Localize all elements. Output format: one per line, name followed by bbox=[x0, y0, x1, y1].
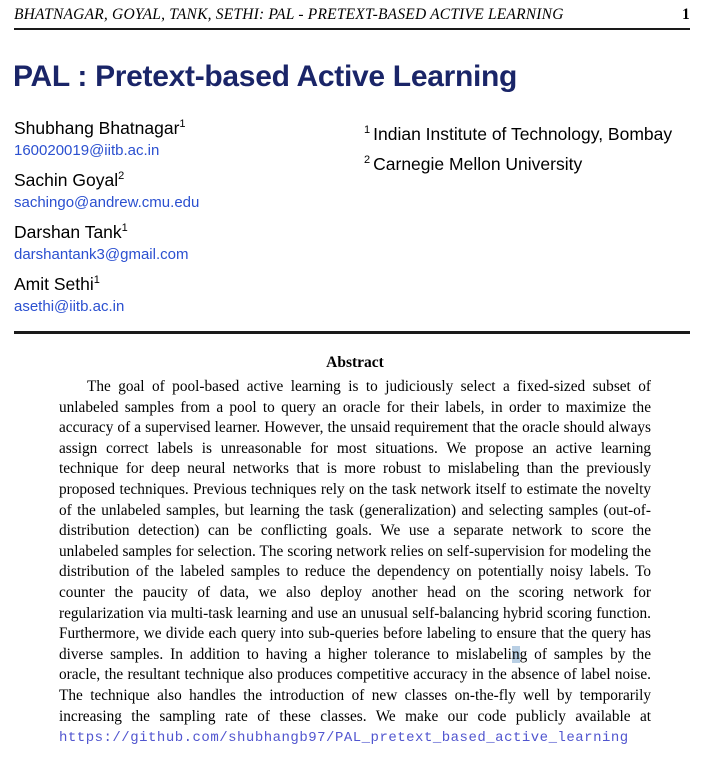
author-block bbox=[14, 273, 354, 318]
author-name: Darshan Tank$^1$ bbox=[14, 222, 128, 242]
affiliation-mark: 1 bbox=[364, 124, 371, 137]
page-number: 1 bbox=[682, 6, 690, 23]
header-rule bbox=[14, 28, 690, 30]
author-email-link[interactable]: darshantank3@gmail.com bbox=[14, 246, 189, 263]
author-block bbox=[14, 169, 354, 214]
affiliation-mark: 1 bbox=[93, 274, 100, 287]
affiliation-list bbox=[364, 119, 694, 179]
affiliation-mark: 1 bbox=[121, 222, 128, 235]
paper-title: PAL : Pretext-based Active Learning bbox=[13, 60, 518, 93]
running-head bbox=[14, 6, 690, 24]
affiliation: $^2$ Carnegie Mellon University bbox=[364, 154, 583, 174]
running-head-title: BHATNAGAR, GOYAL, TANK, SETHI: PAL - PRETEXT-BASED ACTIVE LEARNING bbox=[14, 6, 564, 23]
author-list bbox=[14, 117, 354, 325]
author-email-link[interactable]: sachingo@andrew.cmu.edu bbox=[14, 194, 200, 211]
search-highlight: n bbox=[511, 645, 520, 663]
author-block bbox=[14, 117, 354, 162]
affiliation: $^1$ Indian Institute of Technology, Bombay bbox=[364, 124, 673, 144]
affiliation-mark: 1 bbox=[179, 118, 186, 131]
code-repository-link[interactable]: https://github.com/shubhangb97/PAL_pretext_based_active_learning bbox=[59, 730, 629, 747]
author-email-link[interactable]: asethi@iitb.ac.in bbox=[14, 298, 125, 315]
author-name: Sachin Goyal$^2$ bbox=[14, 170, 125, 190]
abstract-body-part2: g of samples by the oracle, the resultant technique also produces competitive accuracy in the absence of label noise. The technique also handles the introduction of new classes on-the-fly well by temporarily increasing the sampling rate of these classes. We make our code publicly available at bbox=[59, 645, 651, 725]
author-name: Amit Sethi$^1$ bbox=[14, 274, 100, 294]
abstract-rule bbox=[14, 331, 690, 334]
abstract-text bbox=[59, 377, 651, 749]
abstract-heading: Abstract bbox=[326, 354, 384, 371]
author-block bbox=[14, 221, 354, 266]
affiliation-mark: 2 bbox=[118, 170, 125, 183]
affiliation-mark: 2 bbox=[364, 154, 371, 167]
abstract-body-part1: The goal of pool-based active learning is to judiciously select a fixed-sized subset of unlabeled samples from a pool to query an oracle for their labels, in order to maximize the accuracy of a supervised learner. However, the unsaid requirement that the oracle should always assign correct labels is unreasonable for most situations. We propose an active learning technique for deep neural networks that is more robust to mislabeling than the previously proposed techniques. Previous techniques rely on the task network itself to estimate the novelty of the unlabeled samples, but learning the task (generalization) and selecting samples (out-of-distribution detection) can be conflicting goals. We use a separate network to score the unlabeled samples for selection. The scoring network relies on self-supervision for modeling the distribution of the labeled samples to reduce the dependency on potentially noisy labels. To counter the paucity of data, we also deploy another head on the scoring network for regularization via multi-task learning and use an unusual self-balancing hybrid scoring function. Furthermore, we divide each query into sub-queries before labeling to ensure that the query has diverse samples. In addition to having a higher tolerance to mislabeli bbox=[59, 378, 651, 663]
author-name: Shubhang Bhatnagar$^1$ bbox=[14, 118, 186, 138]
author-email-link[interactable]: 160020019@iitb.ac.in bbox=[14, 142, 160, 159]
